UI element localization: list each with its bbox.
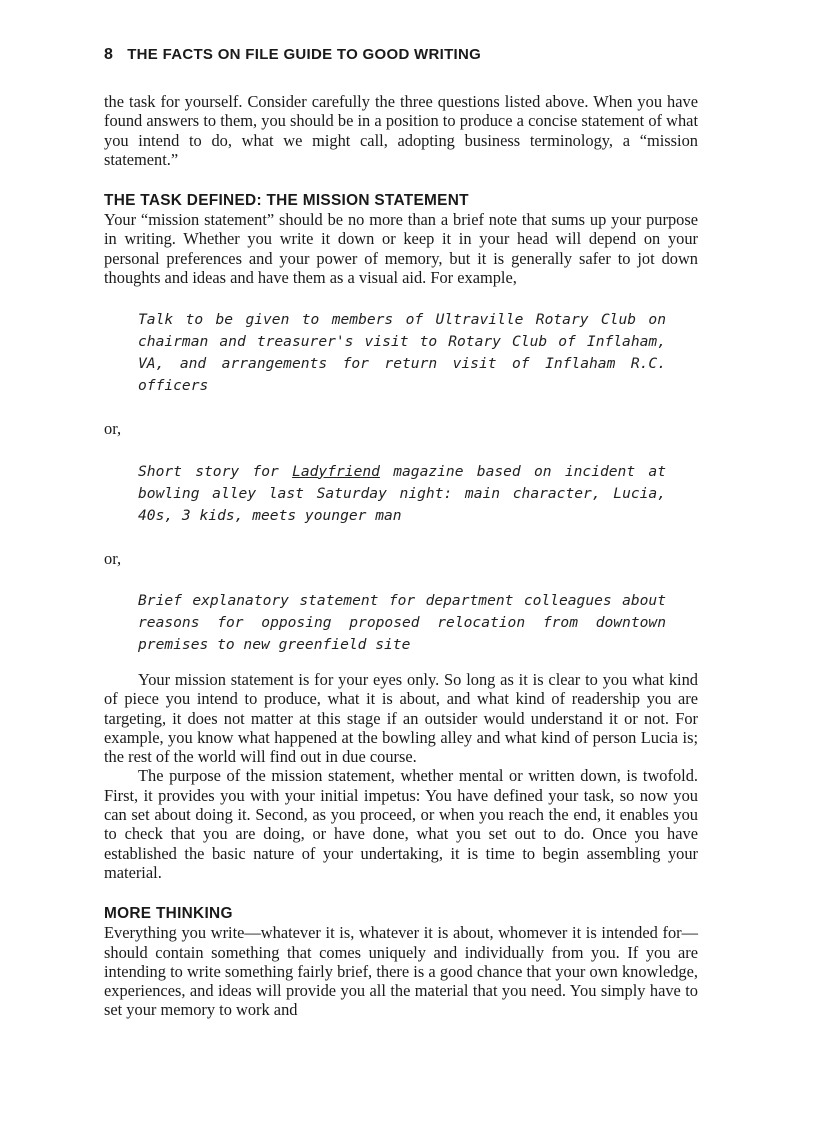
purpose-paragraph: The purpose of the mission statement, whether mental or written down, is twofold. First, it provides you with your initial impetus: You have defined your task, so now you can set about doing it. Second, as you proceed, or when you reach the end, it enables you to check that you are doing, or have done, what you set out to do. Once you have established the basic nature of your undertaking, it is time to begin assembling your material. bbox=[104, 766, 698, 882]
running-title: THE FACTS ON FILE GUIDE TO GOOD WRITING bbox=[127, 46, 482, 63]
example-short-story-text-start: Short story for bbox=[138, 462, 293, 480]
section-heading-mission-statement: THE TASK DEFINED: THE MISSION STATEMENT bbox=[104, 192, 469, 210]
magazine-title: Ladyfriend bbox=[292, 462, 380, 480]
or-label: or, bbox=[104, 419, 122, 439]
more-thinking-paragraph: Everything you write—whatever it is, whatever it is about, whomever it is intended for—should contain something that comes uniquely and individually from you. If you are intending to write something fairly brief, there is a good chance that your own knowledge, experiences, and ideas will provide you all the material that you need. You simply have to set your memory to work and bbox=[104, 923, 698, 1020]
example-short-story bbox=[138, 461, 666, 527]
example-short-story-text-end: magazine based on incident at bowling alley last Saturday night: main character, Lucia, 40s, 3 kids, meets younger man bbox=[138, 462, 666, 524]
mission-statement-paragraph: Your “mission statement” should be no more than a brief note that sums up your purpose in writing. Whether you write it down or keep it in your head will depend on your personal preferences and your power of memory, but it is generally safer to jot down thoughts and ideas and have them as a visual aid. For example, bbox=[104, 210, 698, 288]
section-heading-more-thinking: MORE THINKING bbox=[104, 905, 233, 923]
or-label: or, bbox=[104, 548, 122, 568]
book-page bbox=[104, 46, 698, 1020]
intro-paragraph: the task for yourself. Consider carefully the three questions listed above. When you have found answers to them, you should be in a position to produce a concise statement of what you intend to do, what we might call, adopting business terminology, a “mission statement.” bbox=[104, 92, 698, 169]
example-relocation-statement: Brief explanatory statement for department colleagues about reasons for opposing proposed relocation from downtown premises to new greenfield site bbox=[138, 591, 666, 653]
example-rotary-club: Talk to be given to members of Ultraville Rotary Club on chairman and treasurer's visit to Rotary Club of Inflaham, VA, and arrangements for return visit of Inflaham R.C. officers bbox=[138, 311, 666, 395]
running-head bbox=[104, 46, 698, 64]
eyes-only-paragraph: Your mission statement is for your eyes only. So long as it is clear to you what kind of piece you intend to produce, what it is about, and what kind of readership you are targeting, it does not matter at this stage if an outsider would understand it or not. For example, you know what happened at the bowling alley and what kind of person Lucia is; the rest of the world will find out in due course. bbox=[104, 669, 698, 767]
page-number: 8 bbox=[104, 46, 114, 63]
